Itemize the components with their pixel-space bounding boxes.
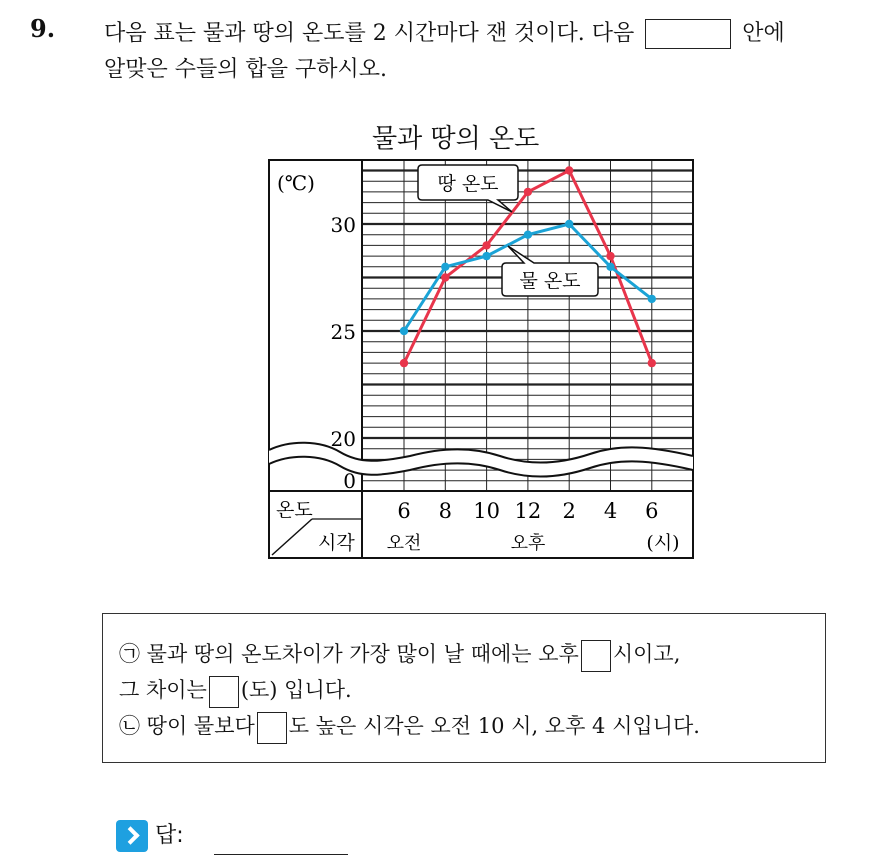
x-tick-label: 2 (562, 499, 576, 523)
blank-box (209, 676, 239, 708)
data-point (606, 263, 614, 271)
x-tick-label: 8 (438, 499, 452, 523)
data-point (482, 252, 490, 260)
y-tick-label: 0 (343, 469, 356, 493)
info-line2-text-b: (도) 입니다. (240, 678, 352, 702)
arrow-right-icon (116, 820, 148, 852)
chart-grid (362, 160, 693, 491)
info-line2 (119, 674, 352, 708)
y-tick-label: 30 (330, 213, 356, 237)
data-point (648, 295, 656, 303)
blank-box (581, 640, 611, 672)
question-number: 9. (30, 14, 56, 43)
data-point (400, 359, 408, 367)
legend-label-water: 물 온도 (519, 270, 581, 292)
x-axis-unit: (시) (646, 532, 680, 554)
data-point (524, 188, 532, 196)
chart-title: 물과 땅의 온도 (372, 124, 540, 154)
legend-callout-water (502, 246, 598, 296)
info-line3-text-b: 도 높은 시각은 오전 10 시, 오후 4 시입니다. (288, 714, 700, 738)
info-line1-text-a: ㉠ 물과 땅의 온도차이가 가장 많이 날 때에는 오후 (119, 642, 579, 666)
x-tick-label: 4 (603, 499, 618, 523)
data-point (524, 231, 532, 239)
data-point (400, 327, 408, 335)
x-group-label-am: 오전 (386, 533, 422, 554)
data-point (441, 273, 449, 281)
answer-input-line[interactable] (214, 854, 348, 855)
data-point (606, 252, 614, 260)
x-group-label-pm: 오후 (510, 533, 546, 554)
info-line2-text-a: 그 차이는 (119, 678, 207, 702)
data-point (565, 220, 573, 228)
question-text-part1: 다음 표는 물과 땅의 온도를 2 시간마다 잰 것이다. 다음 (104, 21, 635, 46)
info-box (102, 613, 826, 763)
legend-label-land: 땅 온도 (437, 173, 499, 195)
info-line3-text-a: ㉡ 땅이 물보다 (119, 714, 255, 738)
info-line3 (119, 710, 700, 744)
x-tick-label: 10 (473, 499, 500, 523)
info-line1 (119, 638, 680, 672)
x-tick-label: 6 (397, 499, 411, 523)
y-tick-label: 25 (330, 320, 356, 344)
data-point (441, 263, 449, 271)
x-tick-label: 6 (645, 499, 659, 523)
y-axis-unit: (℃) (277, 171, 315, 195)
corner-label-time: 시각 (318, 532, 355, 554)
y-tick-label: 20 (330, 427, 356, 451)
data-point (648, 359, 656, 367)
question-text-part2: 안에 (742, 21, 785, 46)
question-text-line2: 알맞은 수들의 합을 구하시오. (104, 57, 387, 82)
data-point (482, 241, 490, 249)
info-line1-text-b: 시이고, (612, 642, 681, 666)
answer-label: 답: (155, 823, 184, 848)
data-point (565, 166, 573, 174)
blank-box (257, 712, 287, 744)
legend-callout-land (418, 165, 518, 212)
x-tick-label: 12 (514, 499, 542, 523)
corner-label-temperature: 온도 (276, 499, 313, 521)
corner-diagonal (272, 519, 312, 555)
answer-row (116, 818, 184, 852)
